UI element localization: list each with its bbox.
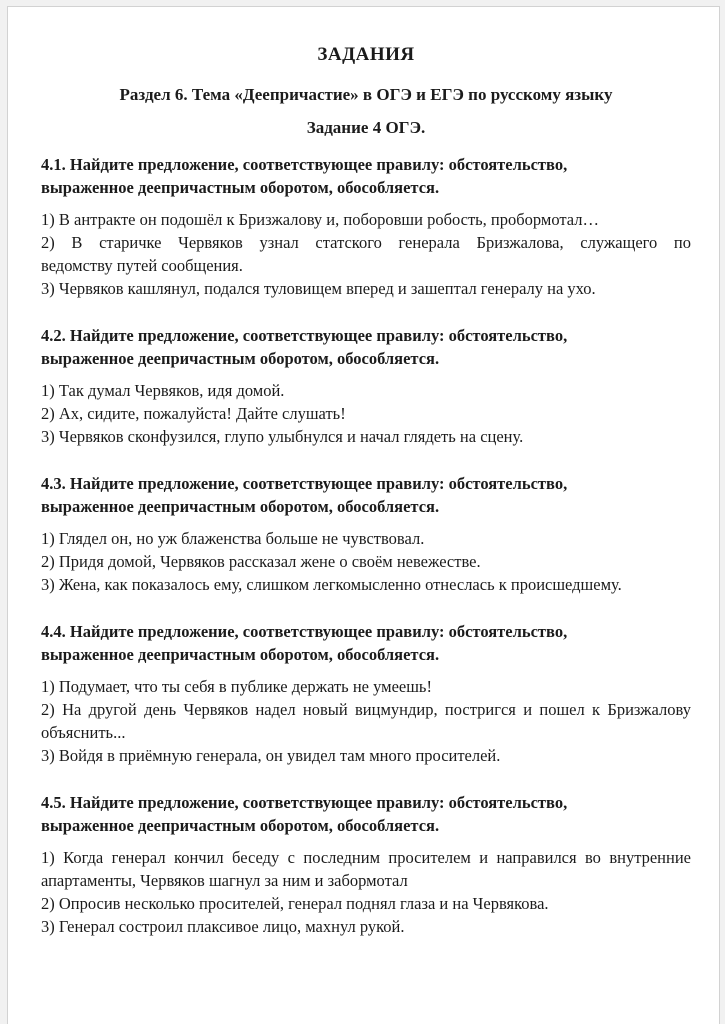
- option-line: 3) Генерал состроил плаксивое лицо, махнул рукой.: [41, 917, 405, 936]
- option-line: 1) В антракте он подошёл к Бризжалову и, поборовши робость, пробормотал…: [41, 210, 599, 229]
- section-heading: [41, 472, 691, 518]
- task-section-4.3: [41, 472, 691, 596]
- option-line: 1) Когда генерал кончил беседу с последним просителем и направился во внутренние: [41, 848, 691, 867]
- option-line: 3) Жена, как показалось ему, слишком легкомысленно отнеслась к происшедшему.: [41, 575, 622, 594]
- section-heading-line: выраженное деепричастным оборотом, обособляется.: [41, 816, 440, 835]
- options-list: [41, 675, 691, 767]
- task-section-4.4: [41, 620, 691, 767]
- option-line: 2) Придя домой, Червяков рассказал жене о своём невежестве.: [41, 552, 481, 571]
- options-list: [41, 379, 691, 448]
- task-section-4.1: [41, 153, 691, 300]
- section-heading-line: 4.1. Найдите предложение, соответствующее правилу: обстоятельство,: [41, 155, 568, 174]
- section-heading-line: выраженное деепричастным оборотом, обособляется.: [41, 645, 440, 664]
- option-item: [41, 573, 691, 596]
- section-heading-line: 4.5. Найдите предложение, соответствующее правилу: обстоятельство,: [41, 793, 568, 812]
- option-line: 3) Червяков кашлянул, подался туловищем вперед и зашептал генералу на ухо.: [41, 279, 596, 298]
- options-list: [41, 208, 691, 300]
- task-section-4.5: [41, 791, 691, 938]
- section-heading-line: 4.3. Найдите предложение, соответствующее правилу: обстоятельство,: [41, 474, 568, 493]
- option-line: объяснить...: [41, 723, 126, 742]
- option-item: [41, 846, 691, 892]
- option-line: 2) На другой день Червяков надел новый вицмундир, постригся и пошел к Бризжалову: [41, 700, 691, 719]
- section-heading-line: выраженное деепричастным оборотом, обособляется.: [41, 497, 440, 516]
- section-subtitle: Раздел 6. Тема «Деепричастие» в ОГЭ и ЕГЭ по русскому языку: [119, 85, 613, 104]
- option-item: [41, 550, 691, 573]
- option-line: 2) Ах, сидите, пожалуйста! Дайте слушать!: [41, 404, 346, 423]
- option-item: [41, 915, 691, 938]
- option-line: 3) Червяков сконфузился, глупо улыбнулся и начал глядеть на сцену.: [41, 427, 524, 446]
- option-item: [41, 231, 691, 277]
- option-item: [41, 402, 691, 425]
- section-heading-line: выраженное деепричастным оборотом, обособляется.: [41, 349, 440, 368]
- options-list: [41, 846, 691, 938]
- option-line: ведомству путей сообщения.: [41, 256, 243, 275]
- option-line: 2) Опросив несколько просителей, генерал поднял глаза и на Червякова.: [41, 894, 549, 913]
- option-item: [41, 425, 691, 448]
- option-line: 1) Подумает, что ты себя в публике держать не умеешь!: [41, 677, 432, 696]
- section-heading: [41, 324, 691, 370]
- section-heading: [41, 620, 691, 666]
- task-section-4.2: [41, 324, 691, 448]
- option-line: 1) Глядел он, но уж блаженства больше не чувствовал.: [41, 529, 425, 548]
- option-line: апартаменты, Червяков шагнул за ним и забормотал: [41, 871, 408, 890]
- document-title: ЗАДАНИЯ: [317, 44, 415, 65]
- section-heading: [41, 153, 691, 199]
- section-heading: [41, 791, 691, 837]
- task-heading: Задание 4 ОГЭ.: [306, 118, 426, 137]
- option-item: [41, 675, 691, 698]
- document-page: [7, 6, 720, 1024]
- option-line: 2) В старичке Червяков узнал статского генерала Бризжалова, служащего по: [41, 233, 691, 252]
- option-item: [41, 527, 691, 550]
- option-item: [41, 744, 691, 767]
- option-item: [41, 379, 691, 402]
- option-item: [41, 277, 691, 300]
- option-item: [41, 208, 691, 231]
- options-list: [41, 527, 691, 596]
- section-heading-line: выраженное деепричастным оборотом, обособляется.: [41, 178, 440, 197]
- sections-container: [41, 153, 691, 938]
- option-item: [41, 698, 691, 744]
- option-item: [41, 892, 691, 915]
- option-line: 3) Войдя в приёмную генерала, он увидел там много просителей.: [41, 746, 501, 765]
- section-heading-line: 4.4. Найдите предложение, соответствующее правилу: обстоятельство,: [41, 622, 568, 641]
- section-heading-line: 4.2. Найдите предложение, соответствующее правилу: обстоятельство,: [41, 326, 568, 345]
- option-line: 1) Так думал Червяков, идя домой.: [41, 381, 285, 400]
